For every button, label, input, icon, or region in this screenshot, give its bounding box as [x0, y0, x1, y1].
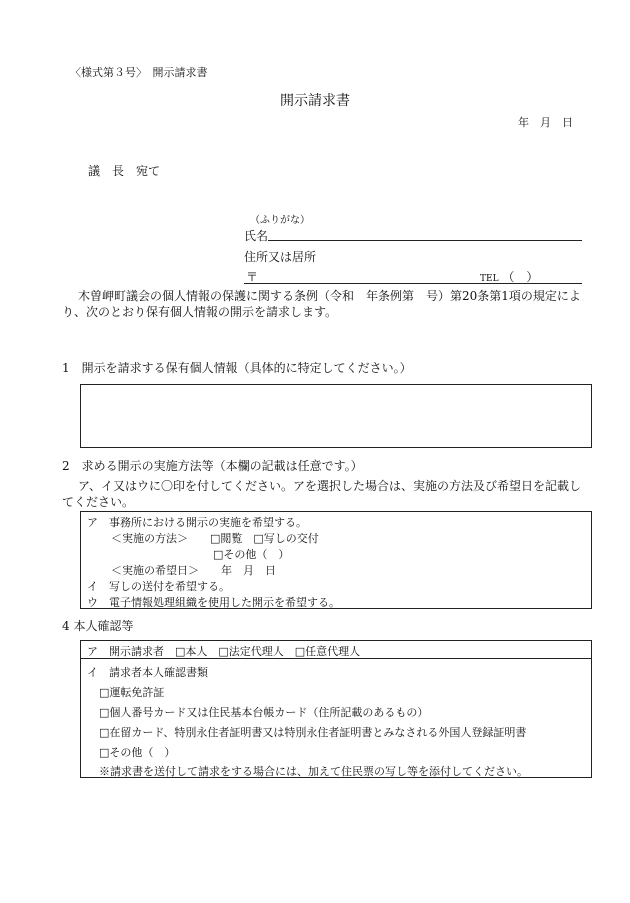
option-c-electronic[interactable]: ウ 電子情報処理組織を使用した開示を希望する。	[87, 596, 340, 609]
divider	[81, 658, 591, 659]
form-number-label: 〈様式第３号〉 開示請求書	[70, 66, 208, 79]
method-other-row[interactable]: □その他（ ）	[213, 548, 290, 561]
date-field[interactable]: 年 月 日	[518, 116, 573, 129]
disclosure-method-box	[80, 511, 592, 609]
method-row[interactable]: ＜実施の方法＞ □閲覧 □写しの交付	[111, 532, 319, 545]
document-my-number-card[interactable]: □個人番号カード又は住民基本台帳カード（住所記載のあるもの）	[99, 706, 429, 719]
document-residence-card[interactable]: □在留カード、特別永住者証明書又は特別永住者証明書とみなされる外国人登録証明書	[99, 726, 527, 739]
section2-heading: 2 求める開示の実施方法等（本欄の記載は任意です。）	[62, 459, 363, 473]
tel-label: TEL	[480, 274, 499, 284]
address-label: 住所又は居所	[244, 250, 317, 264]
identity-verification-box	[80, 640, 592, 778]
section1-heading: 1 開示を請求する保有個人情報（具体的に特定してください。）	[62, 361, 412, 375]
documents-heading: イ 請求者本人確認書類	[87, 666, 208, 679]
tel-paren: （ ）	[502, 270, 539, 284]
option-b-mail[interactable]: イ 写しの送付を希望する。	[87, 580, 230, 593]
requester-type-row[interactable]: ア 開示請求者 □本人 □法定代理人 □任意代理人	[87, 645, 361, 658]
furigana-label: （ふりがな）	[250, 215, 310, 226]
section4-heading: 4 本人確認等	[62, 619, 134, 633]
document-other[interactable]: □その他（ ）	[99, 746, 176, 759]
document-title: 開示請求書	[280, 93, 350, 109]
intro-paragraph: 木曽岬町議会の個人情報の保護に関する条例（令和 年条例第 号）第20条第1項の規定により、次のとおり保有個人情報の開示を請求します。	[62, 289, 581, 319]
postal-mark: 〒	[246, 270, 259, 284]
document-drivers-license[interactable]: □運転免許証	[99, 686, 165, 699]
name-input-line[interactable]	[268, 240, 582, 241]
mail-request-note: ※請求書を送付して請求をする場合には、加えて住民票の写し等を添付してください。	[99, 765, 528, 778]
address-input-line[interactable]	[244, 283, 582, 284]
option-a-office[interactable]: ア 事務所における開示の実施を希望する。	[87, 516, 307, 529]
section2-instruction: ア、イ又はウに〇印を付してください。アを選択した場合は、実施の方法及び希望日を記載してください。	[62, 479, 582, 509]
preferred-date-row[interactable]: ＜実施の希望日＞ 年 月 日	[111, 564, 276, 577]
addressee: 議 長 宛て	[88, 164, 161, 178]
requested-info-box[interactable]	[80, 384, 592, 448]
name-label: 氏名	[244, 229, 269, 243]
